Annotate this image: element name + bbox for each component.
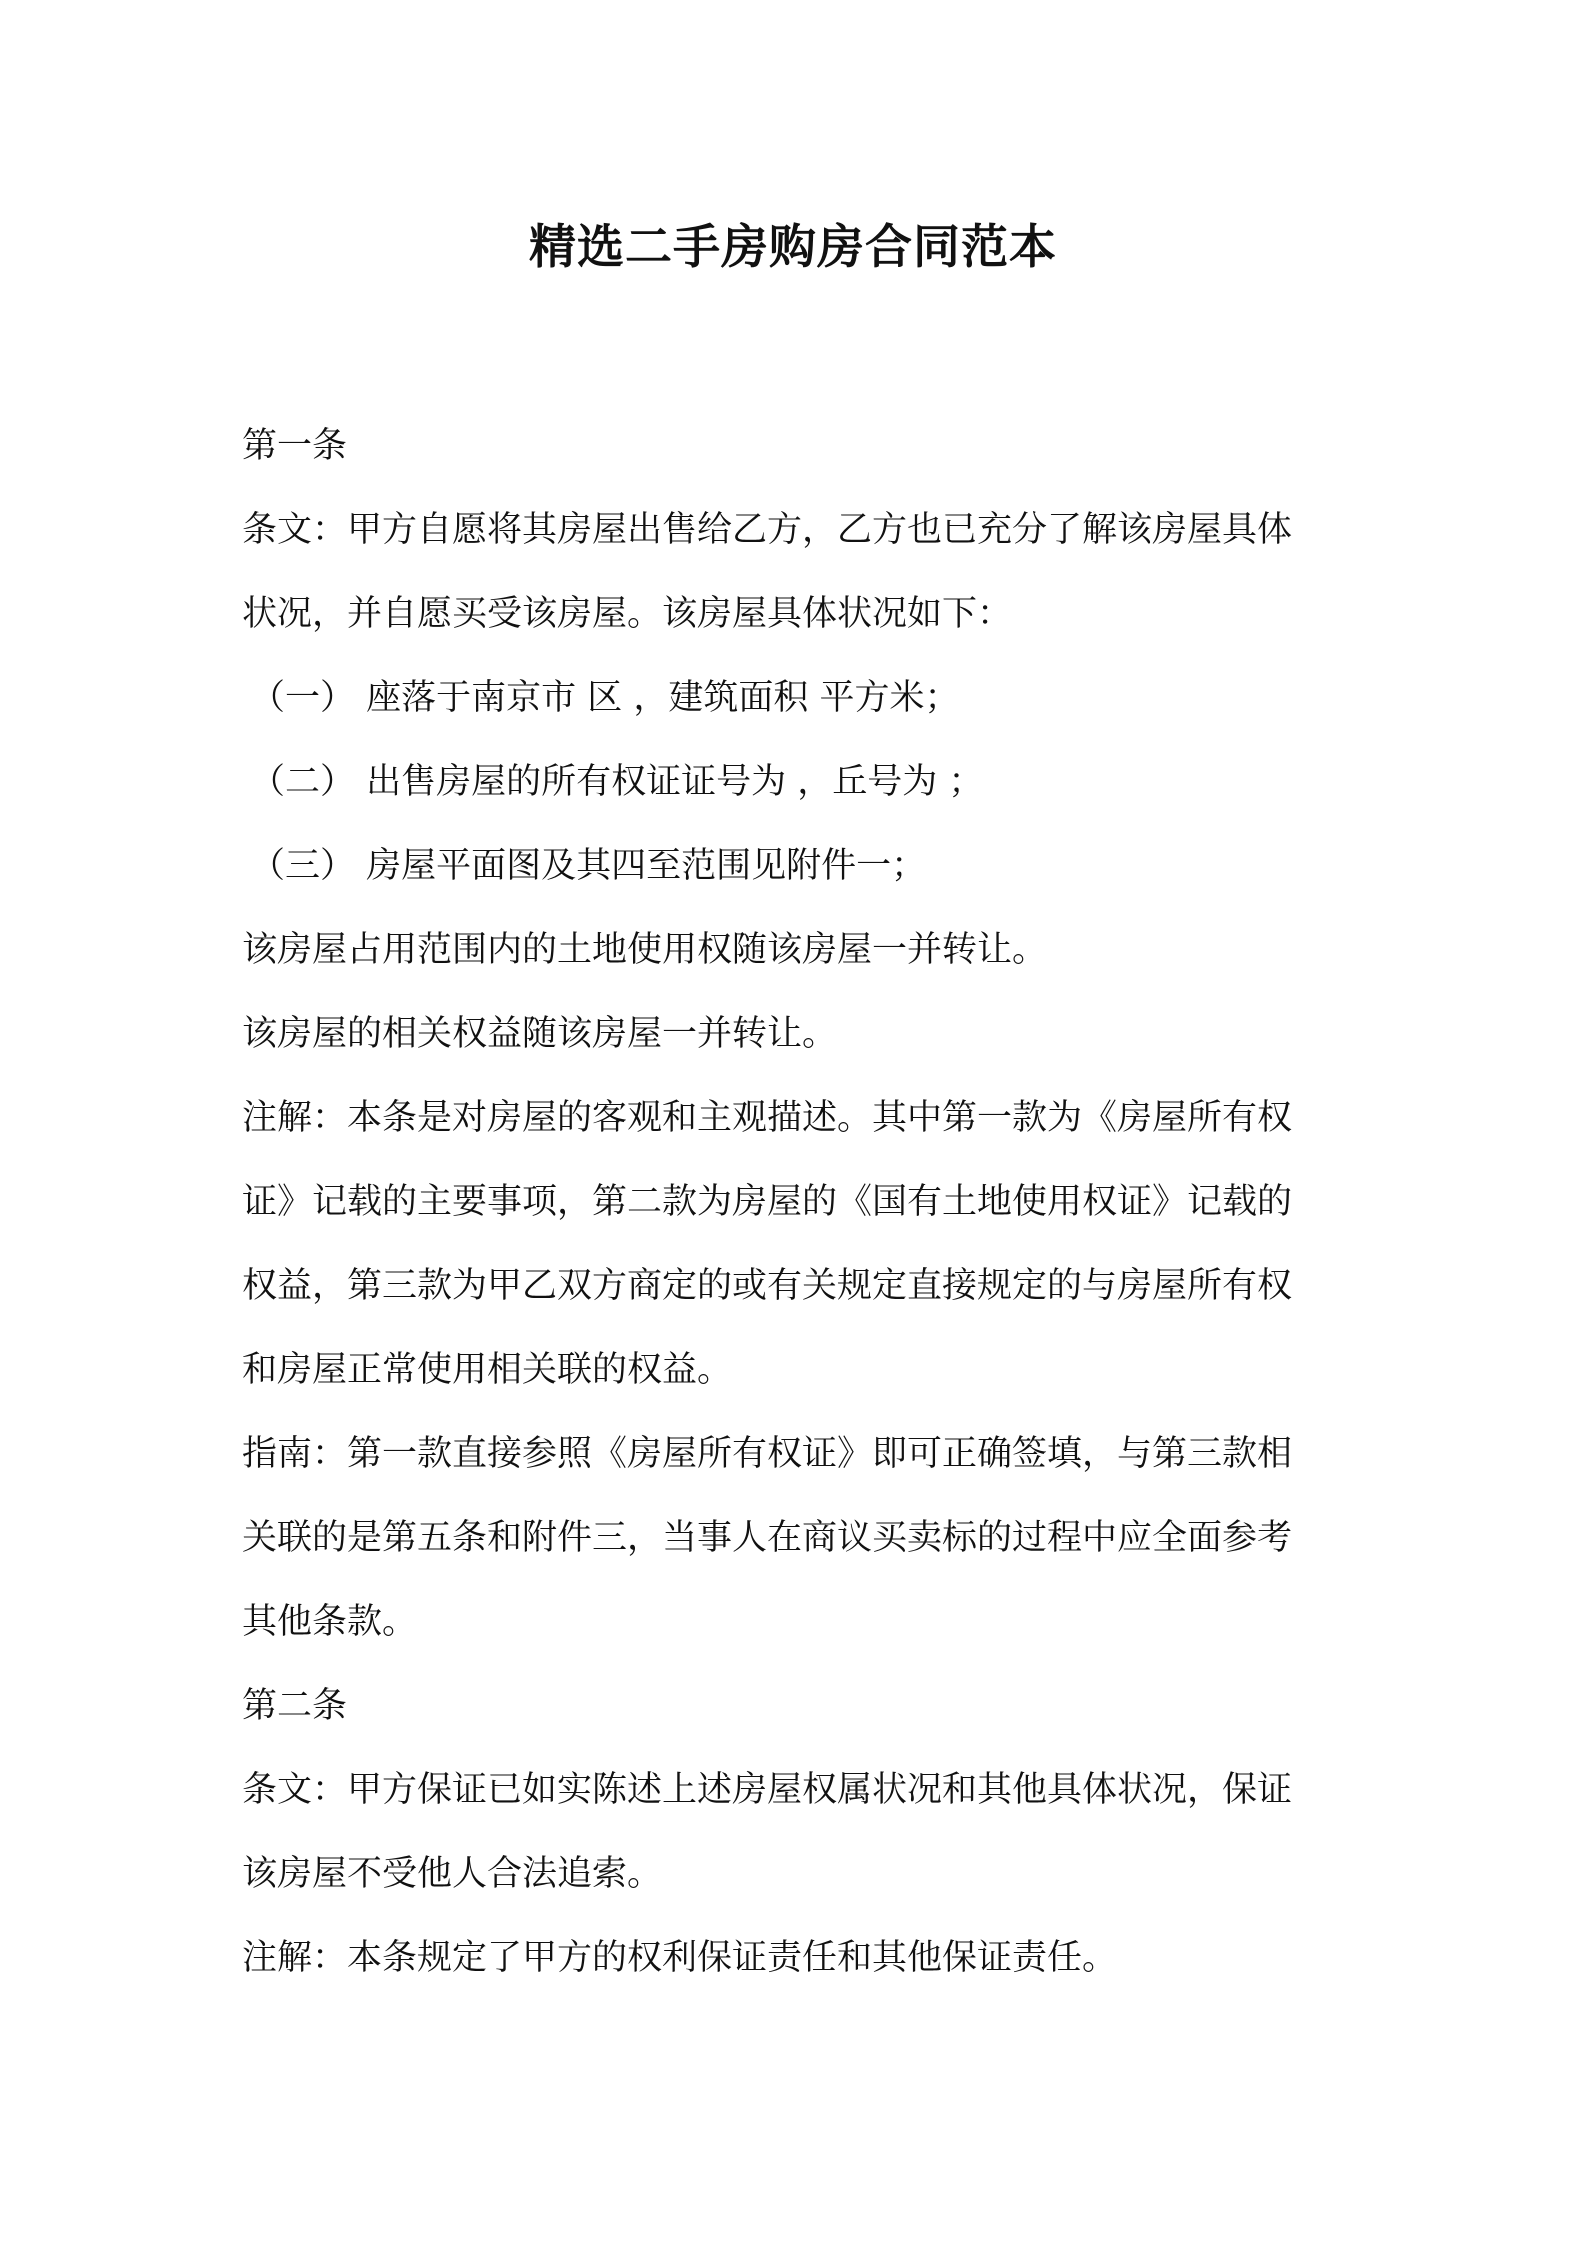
list-item: （三） 房屋平面图及其四至范围见附件一； [250,846,927,886]
paragraph-line: 关联的是第五条和附件三，当事人在商议买卖标的过程中应全面参考 [242,1518,1293,1558]
paragraph-line: 该房屋的相关权益随该房屋一并转让。 [242,1014,838,1054]
paragraph-line: 其他条款。 [242,1602,418,1642]
document-body [242,404,1352,2000]
paragraph-line: 注解：本条是对房屋的客观和主观描述。其中第一款为《房屋所有权 [242,1098,1293,1138]
list-item: （二） 出售房屋的所有权证证号为 ，丘号为 ； [250,762,984,802]
paragraph-line: 指南：第一款直接参照《房屋所有权证》即可正确签填，与第三款相 [242,1434,1293,1474]
paragraph-line: 注解：本条规定了甲方的权利保证责任和其他保证责任。 [242,1938,1118,1978]
paragraph-line: 权益，第三款为甲乙双方商定的或有关规定直接规定的与房屋所有权 [242,1266,1293,1306]
document-title: 精选二手房购房合同范本 [529,220,1057,275]
article-heading: 第一条 [242,426,348,466]
paragraph-line: 条文：甲方自愿将其房屋出售给乙方，乙方也已充分了解该房屋具体 [242,510,1293,550]
paragraph-line: 该房屋占用范围内的土地使用权随该房屋一并转让。 [242,930,1048,970]
paragraph-line: 证》记载的主要事项，第二款为房屋的《国有土地使用权证》记载的 [242,1182,1293,1222]
paragraph-line: 该房屋不受他人合法追索。 [242,1854,663,1894]
article-heading: 第二条 [242,1686,348,1726]
paragraph-line: 和房屋正常使用相关联的权益。 [242,1350,733,1390]
paragraph-line: 状况，并自愿买受该房屋。该房屋具体状况如下： [242,594,1013,634]
list-item: （一） 座落于南京市 区 ，建筑面积 平方米； [250,678,960,718]
paragraph-line: 条文：甲方保证已如实陈述上述房屋权属状况和其他具体状况，保证 [242,1770,1293,1810]
